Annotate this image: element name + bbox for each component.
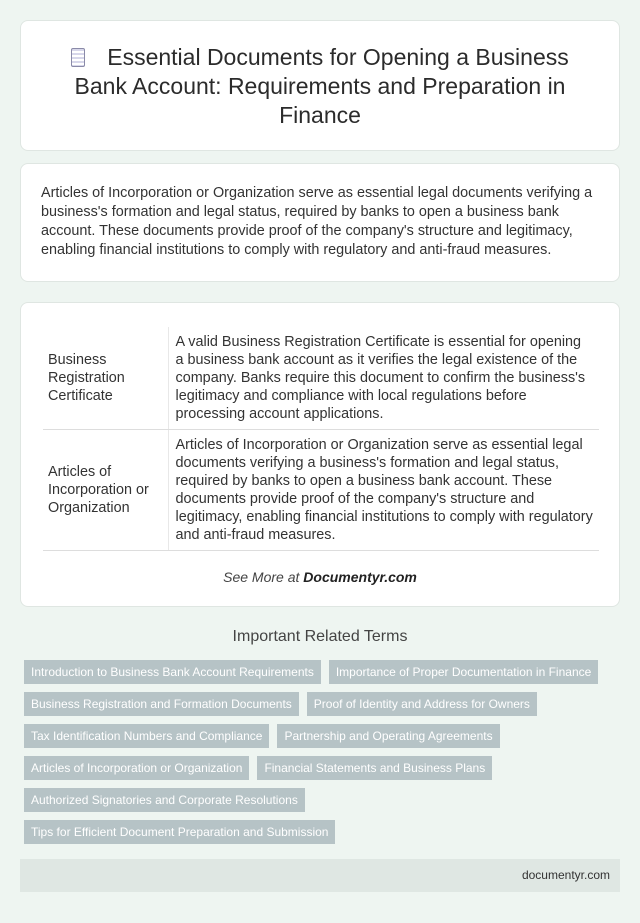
documents-table bbox=[43, 327, 599, 551]
related-terms-list bbox=[24, 660, 614, 852]
related-term-tag[interactable]: Articles of Incorporation or Organization bbox=[24, 756, 249, 780]
footer-site-link[interactable]: documentyr.com bbox=[521, 868, 610, 882]
related-term-tag[interactable]: Business Registration and Formation Documents bbox=[24, 692, 299, 716]
table-row bbox=[43, 430, 599, 551]
see-more-site: Documentyr.com bbox=[303, 569, 417, 585]
header-card bbox=[20, 20, 620, 151]
documents-table-card bbox=[20, 302, 620, 607]
page-title bbox=[51, 43, 589, 130]
footer bbox=[20, 859, 620, 892]
related-term-tag[interactable]: Tax Identification Numbers and Compliance bbox=[24, 724, 269, 748]
related-term-tag[interactable]: Authorized Signatories and Corporate Resolutions bbox=[24, 788, 305, 812]
table-description: A valid Business Registration Certificate is essential for opening a business bank account as it verifies the legal existence of the company. Banks require this document to confirm the business's legitimacy and compliance with local regulations before processing account applications. bbox=[168, 327, 599, 430]
related-term-tag[interactable]: Partnership and Operating Agreements bbox=[277, 724, 499, 748]
document-icon bbox=[71, 48, 85, 67]
summary-text: Articles of Incorporation or Organization serve as essential legal documents verifying a business's formation and legal status, required by banks to open a business bank account. These documents provide proof of the company's structure and legitimacy, enabling financial institutions to comply with regulatory and anti-fraud measures. bbox=[41, 185, 593, 258]
table-row bbox=[43, 327, 599, 430]
related-term-tag[interactable]: Introduction to Business Bank Account Requirements bbox=[24, 660, 321, 684]
related-term-tag[interactable]: Tips for Efficient Document Preparation and Submission bbox=[24, 820, 335, 844]
related-terms-heading: Important Related Terms bbox=[232, 628, 408, 645]
summary-card bbox=[20, 163, 620, 282]
see-more-prefix: See More at bbox=[223, 569, 304, 585]
related-term-tag[interactable]: Proof of Identity and Address for Owners bbox=[307, 692, 537, 716]
page-title-text: Essential Documents for Opening a Business Bank Account: Requirements and Preparation in Finance bbox=[74, 44, 569, 128]
related-term-tag[interactable]: Importance of Proper Documentation in Finance bbox=[329, 660, 598, 684]
related-term-tag[interactable]: Financial Statements and Business Plans bbox=[257, 756, 492, 780]
table-term: Business Registration Certificate bbox=[43, 327, 168, 430]
see-more-link[interactable] bbox=[21, 569, 619, 585]
table-term: Articles of Incorporation or Organization bbox=[43, 430, 168, 551]
table-description: Articles of Incorporation or Organization serve as essential legal documents verifying a business's formation and legal status, required by banks to open a business bank account. These documents provide proof of the company's structure and legitimacy, enabling financial institutions to comply with regulatory and anti-fraud measures. bbox=[168, 430, 599, 551]
